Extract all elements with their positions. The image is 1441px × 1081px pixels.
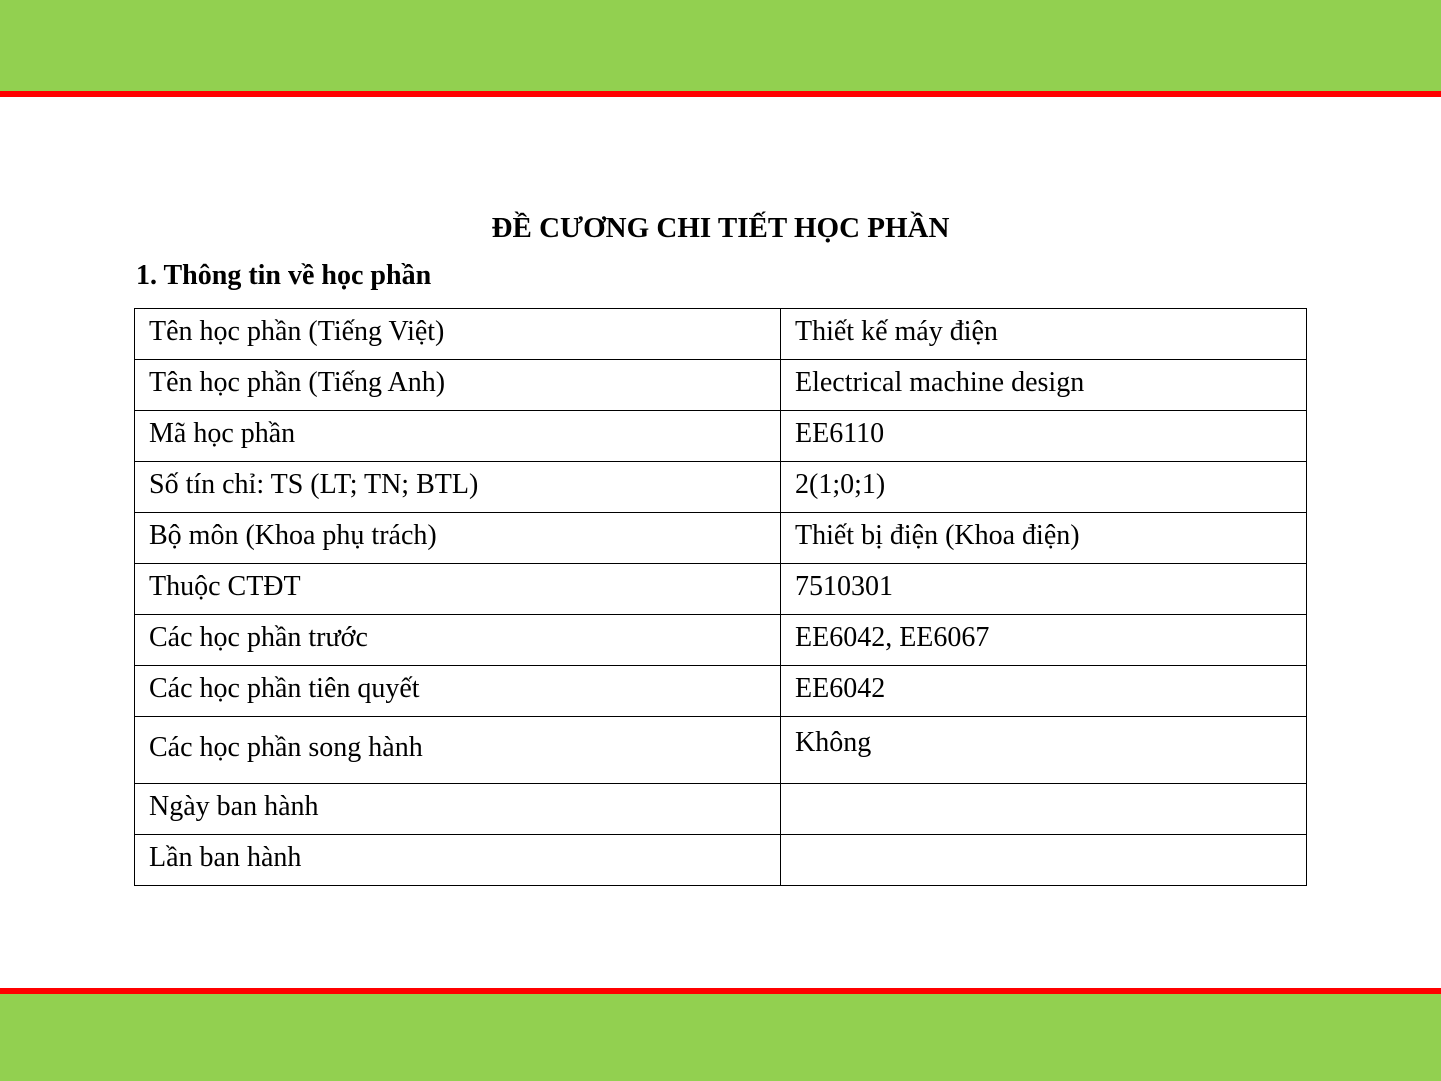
row-value: EE6110: [781, 411, 1307, 462]
header-band: [0, 0, 1441, 91]
row-label: Thuộc CTĐT: [135, 564, 781, 615]
row-value: Thiết kế máy điện: [781, 309, 1307, 360]
table-row: [135, 666, 1307, 717]
row-label: Các học phần trước: [135, 615, 781, 666]
table-row: [135, 513, 1307, 564]
table-row: [135, 615, 1307, 666]
row-value: 7510301: [781, 564, 1307, 615]
row-value: EE6042: [781, 666, 1307, 717]
row-label: Tên học phần (Tiếng Việt): [135, 309, 781, 360]
row-value: [781, 784, 1307, 835]
footer-band: [0, 994, 1441, 1081]
document-title: ĐỀ CƯƠNG CHI TIẾT HỌC PHẦN: [491, 212, 950, 244]
row-value: Electrical machine design: [781, 360, 1307, 411]
row-value: Không: [781, 717, 1307, 784]
table-row: [135, 717, 1307, 784]
table-row: [135, 835, 1307, 886]
row-label: Mã học phần: [135, 411, 781, 462]
row-label: Lần ban hành: [135, 835, 781, 886]
course-info-table: [134, 308, 1307, 886]
row-value: Thiết bị điện (Khoa điện): [781, 513, 1307, 564]
row-label: Bộ môn (Khoa phụ trách): [135, 513, 781, 564]
row-label: Ngày ban hành: [135, 784, 781, 835]
row-value: [781, 835, 1307, 886]
row-label: Số tín chỉ: TS (LT; TN; BTL): [135, 462, 781, 513]
table-row: [135, 564, 1307, 615]
section-heading: 1. Thông tin về học phần: [136, 260, 432, 291]
table-row: [135, 462, 1307, 513]
table-row: [135, 784, 1307, 835]
row-value: 2(1;0;1): [781, 462, 1307, 513]
table-row: [135, 309, 1307, 360]
row-label: Các học phần tiên quyết: [135, 666, 781, 717]
table-row: [135, 411, 1307, 462]
row-label: Tên học phần (Tiếng Anh): [135, 360, 781, 411]
table-row: [135, 360, 1307, 411]
row-label: Các học phần song hành: [135, 717, 781, 784]
row-value: EE6042, EE6067: [781, 615, 1307, 666]
header-rule: [0, 91, 1441, 97]
